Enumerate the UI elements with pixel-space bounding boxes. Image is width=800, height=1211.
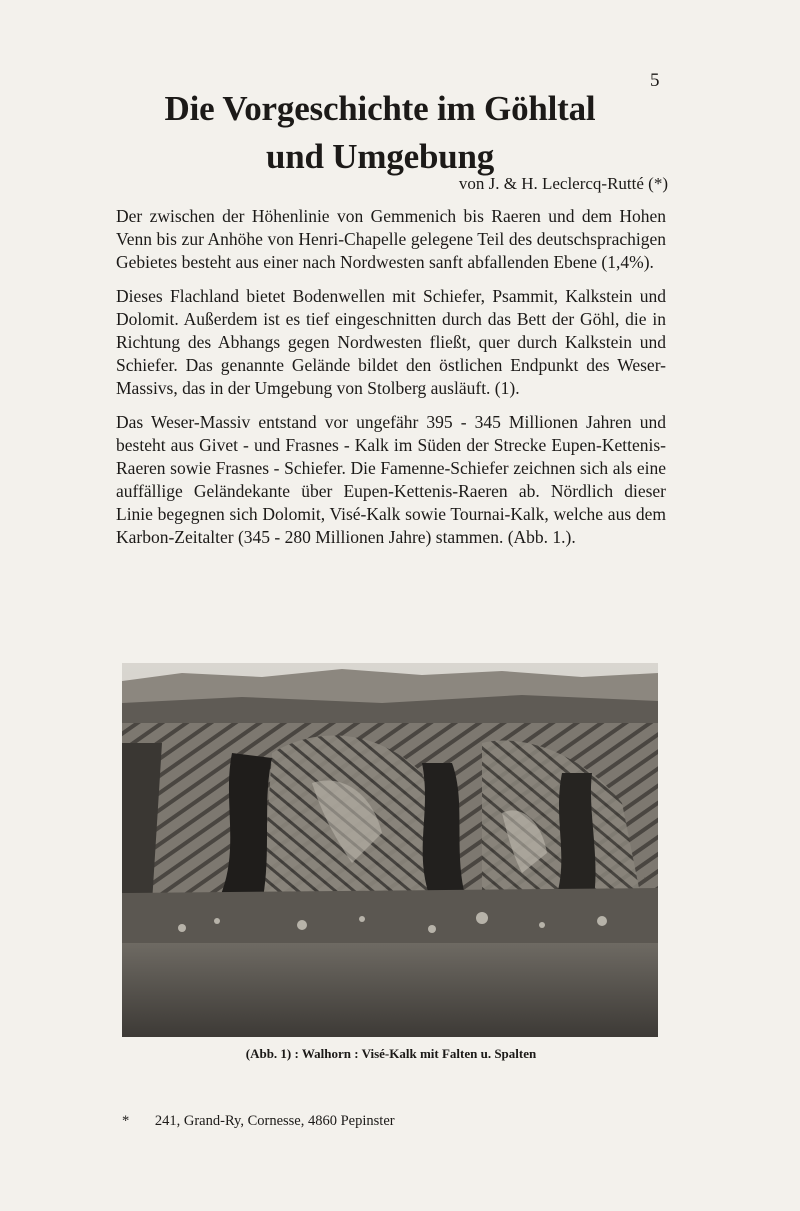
page-number: 5: [650, 70, 660, 91]
paragraph: Das Weser-Massiv entstand vor ungefähr 395 - 345 Millionen Jahren und besteht aus Givet - und Frasnes - Kalk im Süden der Strecke Eupen-Kettenis-Raeren sowie Frasnes - Schiefer. Die Famenne-Schiefer zeichnen sich als eine auffällige Geländekante über Eupen-Kettenis-Raeren ab. Nördlich dieser Linie begegnen sich Dolomit, Visé-Kalk sowie Tournai-Kalk, welche aus dem Karbon-Zeitalter (345 - 280 Millionen Jahre) stammen. (Abb. 1.).: [116, 412, 666, 547]
quarry-photo-illustration: [122, 663, 658, 1037]
footnote-marker: *: [122, 1113, 130, 1129]
paragraph: Der zwischen der Höhenlinie von Gemmenich bis Raeren und dem Hohen Venn bis zur Anhöhe von Henri-Chapelle gelegene Teil des deutschsprachigen Gebietes besteht aus einer nach Nordwesten sanft abfallenden Ebene (1,4%).: [116, 206, 666, 272]
article-body: [116, 205, 666, 560]
article-title-line-2: und Umgebung: [265, 137, 495, 176]
paragraph: Dieses Flachland bietet Bodenwellen mit Schiefer, Psammit, Kalkstein und Dolomit. Außerdem ist es tief eingeschnitten durch das Bett der Göhl, die in Richtung des Abhangs gegen Nordwesten fließt, quer durch Kalkstein und Schiefer. Das genannte Gelände bildet den östlichen Endpunkt des Weser-Massivs, das in der Umgebung von Stolberg ausläuft. (1).: [116, 286, 666, 398]
footnote-text: 241, Grand-Ry, Cornesse, 4860 Pepinster: [154, 1113, 395, 1129]
article-title: [100, 85, 660, 181]
quarry-photo: [122, 663, 658, 1037]
article-title-line-1: Die Vorgeschichte im Göhltal: [164, 89, 596, 128]
footnote: [122, 1113, 395, 1130]
author-byline: von J. & H. Leclercq-Rutté (*): [458, 174, 668, 193]
figure-caption: (Abb. 1) : Walhorn : Visé-Kalk mit Falten u. Spalten: [245, 1046, 537, 1061]
